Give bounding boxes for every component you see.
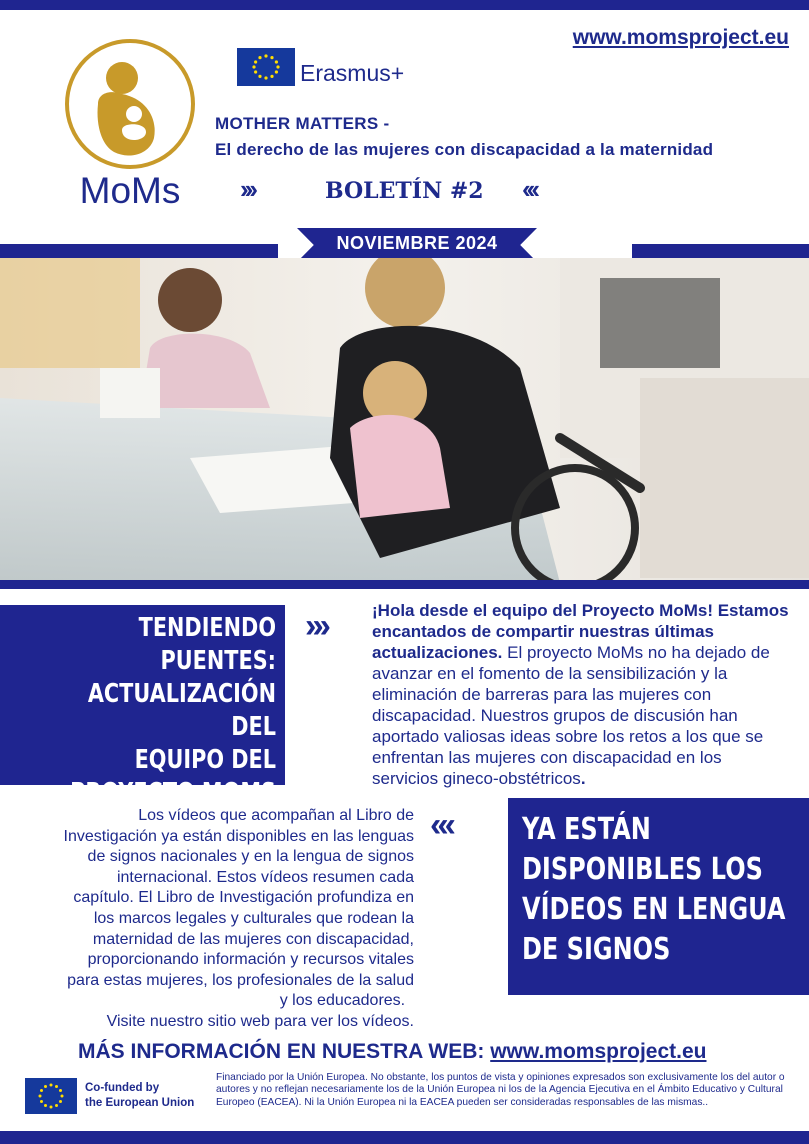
erasmus-label: Erasmus+	[300, 60, 405, 86]
chevron-left-icon: ‹‹‹	[522, 174, 536, 204]
section2-title-line: YA ESTÁN	[522, 812, 651, 847]
more-info	[78, 1040, 706, 1064]
hero-photo	[0, 258, 809, 583]
intro-body: El proyecto MoMs no ha dejado de avanzar en el fomento de la sensibilización y la eliminación de barreras para las mujeres con discapacidad. Nuestros grupos de discusión han aportado valiosas ideas sobre los retos a los que se enfrentan las mujeres con discapacidad en los servicios gineco-obstétricos	[372, 643, 770, 788]
cofunded-label	[85, 1081, 194, 1111]
section2-title-line: VÍDEOS EN LENGUA	[522, 892, 786, 927]
section2-line: internacional. Estos vídeos resumen cada	[116, 868, 414, 886]
project-subtitle: El derecho de las mujeres con discapacidad a la maternidad	[215, 140, 714, 159]
eu-flag-icon	[25, 1078, 77, 1114]
section2-line: Investigación ya están disponibles en las lenguas	[63, 827, 414, 845]
section1-title-line: TENDIENDO	[138, 613, 276, 643]
section2-title-line: DE SIGNOS	[522, 932, 671, 967]
cofunded-line: Co-funded by	[85, 1082, 160, 1094]
newsletter-number: BOLETÍN #2	[325, 178, 484, 204]
chevron-left-icon: ‹‹‹	[430, 806, 452, 844]
section2-title-line: DISPONIBLES LOS	[522, 852, 763, 887]
section1-title-line: EQUIPO DEL	[134, 745, 276, 775]
section2-line: maternidad de las mujeres con discapacidad,	[92, 930, 414, 948]
intro-end: .	[580, 769, 586, 788]
more-info-link[interactable]: www.momsproject.eu	[490, 1040, 707, 1063]
section2-line: para estas mujeres, los profesionales de la salud	[67, 971, 414, 989]
disclaimer: Financiado por la Unión Europea. No obstante, los puntos de vista y opiniones expresados son exclusivamente los del autor o autores y no reflejan necesariamente los de la Unión Europea ni los de la Agencia Ejecutiva en el Ámbito Educativo y Cultural Europeo (EACEA). Ni la Unión Europea ni la EACEA pueden ser consideradas responsables de las mismas..	[216, 1072, 785, 1108]
more-info-label: MÁS INFORMACIÓN EN NUESTRA WEB:	[78, 1040, 491, 1063]
section2-title	[522, 810, 786, 970]
section2-line: los marcos legales y culturales que rodean la	[93, 909, 414, 927]
section1-title-line: PROYECTO MOMS	[70, 778, 276, 808]
section1-title	[55, 612, 276, 810]
logo-text: MoMs	[79, 170, 181, 211]
project-title: MOTHER MATTERS -	[215, 114, 390, 133]
section1-intro	[372, 600, 792, 789]
chevron-right-icon: ›››	[240, 174, 254, 204]
section2-line: proporcionando información y recursos vitales	[87, 951, 414, 969]
top-bar	[0, 0, 809, 10]
chevron-right-icon: ›››	[305, 607, 327, 645]
section1-title-line: ACTUALIZACIÓN DEL	[87, 679, 276, 742]
cofunded-line: the European Union	[85, 1097, 195, 1109]
website-link[interactable]: www.momsproject.eu	[572, 26, 789, 49]
photo-bottom-line	[0, 580, 809, 589]
section2-line: de signos nacionales y en la lengua de signos	[87, 848, 414, 866]
section2-line: capítulo. El Libro de Investigación profundiza en	[73, 889, 414, 907]
section2-line: y los educadores.	[279, 992, 414, 1010]
section2-line: Visite nuestro sitio web para ver los vídeos.	[106, 1012, 414, 1030]
section2-line: Los vídeos que acompañan al Libro de	[138, 807, 414, 824]
band-line-right	[632, 244, 809, 258]
bottom-bar	[0, 1131, 809, 1144]
date-label: NOVIEMBRE 2024	[336, 233, 498, 253]
section2-body	[20, 806, 414, 1033]
band-line-left	[0, 244, 278, 258]
eu-flag-icon	[237, 48, 295, 86]
intro-bold: ¡Hola desde el equipo del Proyecto MoMs! Estamos encantados de compartir nuestras últimas actualizaciones.	[372, 601, 789, 662]
section1-title-line: PUENTES:	[160, 646, 276, 676]
